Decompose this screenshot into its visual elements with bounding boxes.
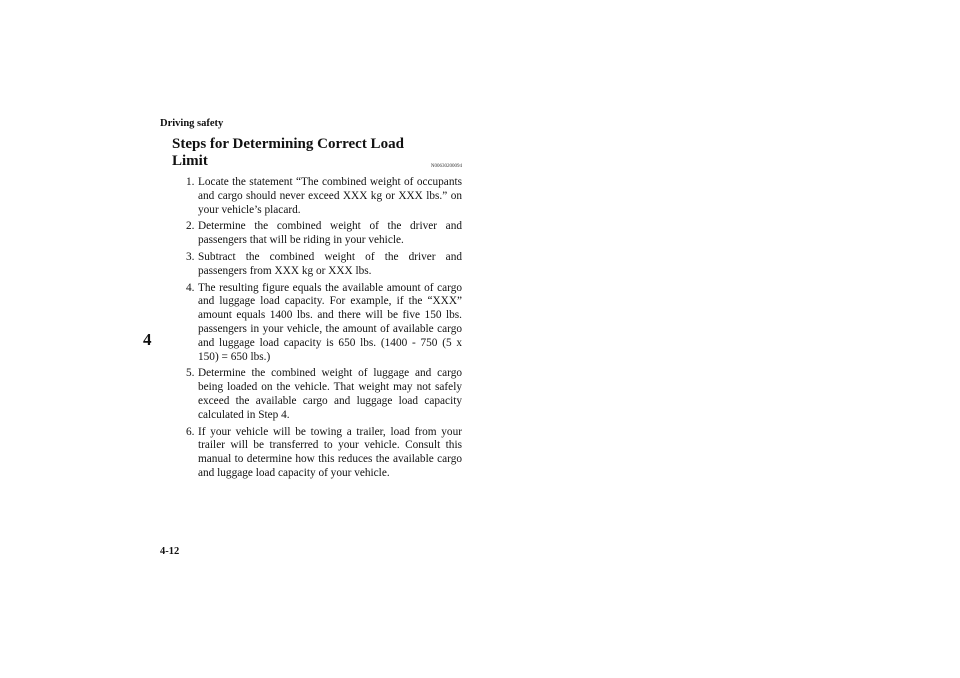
step-text: Determine the combined weight of the driver and passengers that will be riding in your vehicle. xyxy=(198,220,462,247)
step-number: 4. xyxy=(186,281,195,294)
step-text: Determine the combined weight of luggage and cargo being loaded on the vehicle. That weight may not safely exceed the available cargo and luggage load capacity calculated in Step 4. xyxy=(198,367,462,421)
list-item xyxy=(186,251,462,279)
step-number: 3. xyxy=(186,250,195,263)
step-text: Subtract the combined weight of the driver and passengers from XXX kg or XXX lbs. xyxy=(198,250,462,277)
steps-list xyxy=(172,176,462,481)
step-number: 2. xyxy=(186,220,195,233)
list-item xyxy=(186,282,462,365)
step-text: Locate the statement “The combined weight of occupants and cargo should never exceed XXX kg or XXX lbs.” on your vehicle’s placard. xyxy=(198,176,462,216)
step-text: The resulting figure equals the available amount of cargo and luggage load capacity. For example, if the “XXX” amount equals 1400 lbs. and there will be five 150 lbs. passengers in your vehicle, the amount of available cargo and luggage load capacity is 650 lbs. (1400 - 750 (5 x 150) = 650 lbs.) xyxy=(198,281,462,363)
title-row xyxy=(172,136,462,170)
step-number: 1. xyxy=(186,176,195,188)
step-number: 6. xyxy=(186,425,195,438)
list-item xyxy=(186,426,462,481)
chapter-tab: 4 xyxy=(143,330,152,349)
list-item xyxy=(186,367,462,422)
page-number: 4-12 xyxy=(160,546,180,557)
step-number: 5. xyxy=(186,367,195,380)
list-item xyxy=(186,176,462,217)
document-code: N00630200094 xyxy=(430,164,462,169)
page-content xyxy=(172,136,462,484)
list-item xyxy=(186,220,462,248)
section-header: Driving safety xyxy=(160,118,224,129)
page-title: Steps for Determining Correct Load Limit xyxy=(172,136,404,169)
step-text: If your vehicle will be towing a trailer, load from your trailer will be transferred to your vehicle. Consult this manual to determine how this reduces the available cargo and luggage load capacity of your vehicle. xyxy=(198,425,462,479)
